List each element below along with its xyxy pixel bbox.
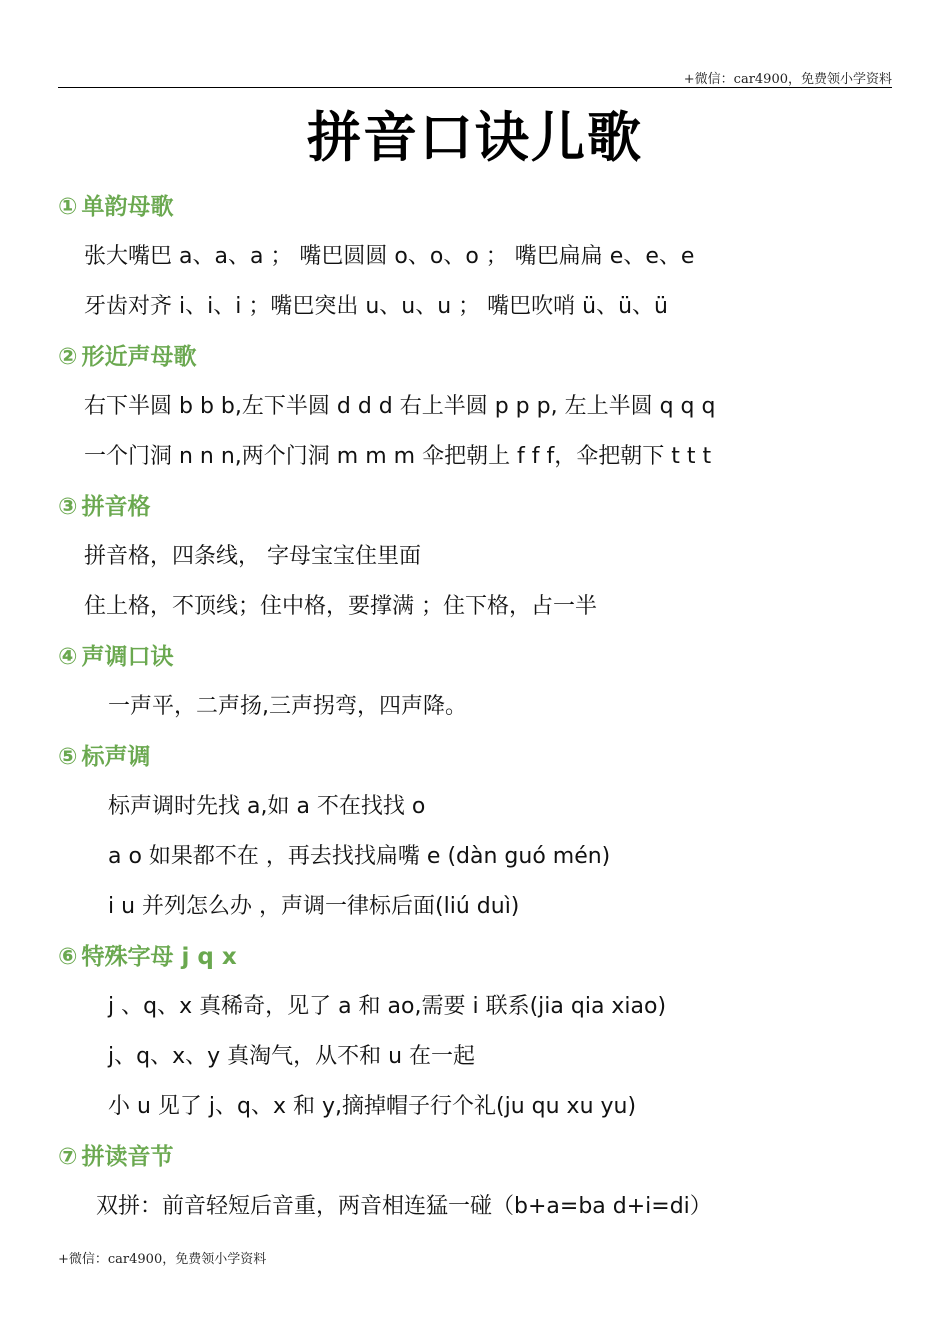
section-title: 单韵母歌 [81,194,174,220]
section-heading [58,732,918,782]
page-title: 拼音口诀儿歌 [307,106,643,169]
text-line: 双拼：前音轻短后音重，两音相连猛一碰（b+a=ba d+i=di） [96,1194,712,1219]
section-title: 标声调 [81,744,151,770]
section-number: ④ [58,644,78,670]
text-line: 右下半圆 b b b,左下半圆 d d d 右上半圆 p p p, 左上半圆 q q q [84,394,716,419]
text-line: 一个门洞 n n n,两个门洞 m m m 伞把朝上 f f f，伞把朝下 t t t [84,444,712,469]
section-heading [58,632,918,682]
document-body [58,182,918,1232]
section-heading [58,932,918,982]
section-title: 拼音格 [81,494,151,520]
section-heading [58,332,918,382]
section-title: 特殊字母 j q x [81,944,237,970]
section-title: 形近声母歌 [81,344,197,370]
text-line: 住上格，不顶线；住中格，要撑满 ；住下格，占一半 [84,594,597,619]
section-number: ⑥ [58,944,78,970]
text-line: 标声调时先找 a,如 a 不在找找 o [108,794,426,819]
section-number: ② [58,344,78,370]
section-heading [58,1132,918,1182]
text-line: 一声平，二声扬,三声拐弯，四声降。 [108,694,467,719]
section-title: 拼读音节 [81,1144,174,1170]
text-line: i u 并列怎么办 ，声调一律标后面(liú duì) [108,894,520,919]
text-line: 拼音格，四条线， 字母宝宝住里面 [84,544,421,569]
section-number: ① [58,194,78,220]
section-title: 声调口诀 [81,644,174,670]
text-line: 小 u 见了 j、q、x 和 y,摘掉帽子行个礼(ju qu xu yu) [108,1094,637,1119]
footer-note: +微信：car4900，免费领小学资料 [58,1252,267,1267]
text-line: 牙齿对齐 i、i、i ；嘴巴突出 u、u、u ； 嘴巴吹哨 ü、ü、ü [84,294,668,319]
section-heading [58,482,918,532]
text-line: j 、q、x 真稀奇，见了 a 和 ao,需要 i 联系(jia qia xiao) [108,994,667,1019]
section-heading [58,182,918,232]
header-divider [58,87,892,88]
section-number: ⑦ [58,1144,78,1170]
header-note: +微信：car4900，免费领小学资料 [683,72,892,87]
text-line: a o 如果都不在 ，再去找找扁嘴 e (dàn guó mén) [108,844,611,869]
text-line: 张大嘴巴 a、a、a ； 嘴巴圆圆 o、o、o ； 嘴巴扁扁 e、e、e [84,244,695,269]
section-number: ③ [58,494,78,520]
text-line: j、q、x、y 真淘气，从不和 u 在一起 [108,1044,476,1069]
section-number: ⑤ [58,744,78,770]
